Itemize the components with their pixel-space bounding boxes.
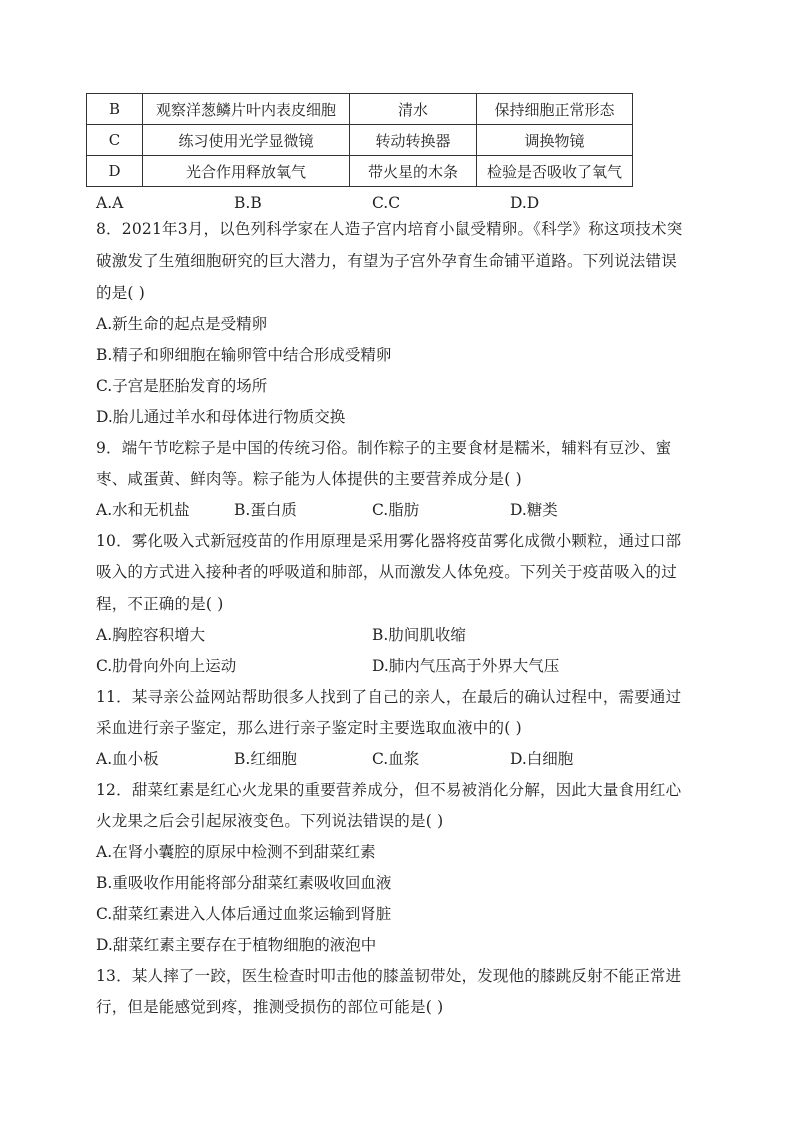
question-12-line: 12．甜菜红素是红心火龙果的重要营养成分，但不易被消化分解，因此大量食用红心 (96, 781, 682, 799)
choice-d[interactable]: D.白细胞 (510, 750, 574, 768)
choice-c[interactable]: C.脂肪 (372, 501, 420, 519)
question-8-line: 的是( ) (96, 284, 146, 302)
choice-c[interactable]: C.C (372, 194, 401, 212)
choice-a[interactable]: A.A (96, 194, 124, 212)
question-10-line: 吸入的方式进入接种者的呼吸道和肺部，从而激发人体免疫。下列关于疫苗吸入的过 (96, 563, 677, 581)
question-9-line: 9．端午节吃粽子是中国的传统习俗。制作粽子的主要食材是糯米，辅料有豆沙、蜜 (96, 439, 672, 457)
table-cell: C (87, 125, 143, 156)
table-cell: D (87, 156, 143, 187)
question-13-line: 13．某人摔了一跤，医生检查时叩击他的膝盖韧带处，发现他的膝跳反射不能正常进 (96, 967, 682, 985)
question-11-line: 11．某寻亲公益网站帮助很多人找到了自己的亲人，在最后的确认过程中，需要通过 (96, 688, 682, 706)
choice-d[interactable]: D.糖类 (510, 501, 558, 519)
question-10-line: 10．雾化吸入式新冠疫苗的作用原理是采用雾化器将疫苗雾化成微小颗粒，通过口部 (96, 532, 682, 550)
table-cell: 观察洋葱鳞片叶内表皮细胞 (143, 94, 350, 125)
table-cell: 调换物镜 (477, 125, 633, 156)
table-cell: 光合作用释放氧气 (143, 156, 350, 187)
choice-d[interactable]: D.甜菜红素主要存在于植物细胞的液泡中 (96, 936, 377, 954)
choice-b[interactable]: B.蛋白质 (234, 501, 297, 519)
choice-c[interactable]: C.子宫是胚胎发育的场所 (96, 377, 268, 395)
choice-b[interactable]: B.红细胞 (234, 750, 297, 768)
table-cell: 练习使用光学显微镜 (143, 125, 350, 156)
table-row (87, 94, 633, 125)
choice-b[interactable]: B.重吸收作用能将部分甜菜红素吸收回血液 (96, 874, 392, 892)
choice-a[interactable]: A.新生命的起点是受精卵 (96, 315, 268, 333)
choice-d[interactable]: D.胎儿通过羊水和母体进行物质交换 (96, 408, 346, 426)
question-8-line: 破激发了生殖细胞研究的巨大潜力，有望为子宫外孕育生命铺平道路。下列说法错误 (96, 252, 677, 270)
question-13-line: 行，但是能感觉到疼，推测受损伤的部位可能是( ) (96, 998, 444, 1016)
choice-c[interactable]: C.肋骨向外向上运动 (96, 657, 237, 675)
question-12-line: 火龙果之后会引起尿液变色。下列说法错误的是( ) (96, 812, 444, 830)
table-row (87, 125, 633, 156)
table-cell: B (87, 94, 143, 125)
choice-a[interactable]: A.血小板 (96, 750, 159, 768)
choice-b[interactable]: B.精子和卵细胞在输卵管中结合形成受精卵 (96, 346, 392, 364)
choice-c[interactable]: C.甜菜红素进入人体后通过血浆运输到肾脏 (96, 905, 392, 923)
choice-d[interactable]: D.肺内气压高于外界大气压 (372, 657, 560, 675)
choice-a[interactable]: A.在肾小囊腔的原尿中检测不到甜菜红素 (96, 843, 376, 861)
question-10-line: 程，不正确的是( ) (96, 595, 224, 613)
table-cell: 转动转换器 (350, 125, 477, 156)
choice-d[interactable]: D.D (510, 194, 540, 212)
choice-a[interactable]: A.水和无机盐 (96, 501, 190, 519)
table-row (87, 156, 633, 187)
experiment-table (86, 93, 633, 187)
question-8-line: 8．2021年3月，以色列科学家在人造子宫内培育小鼠受精卵。《科学》称这项技术突 (96, 220, 683, 238)
question-9-line: 枣、咸蛋黄、鲜肉等。粽子能为人体提供的主要营养成分是( ) (96, 470, 522, 488)
table-cell: 检验是否吸收了氧气 (477, 156, 633, 187)
table-cell: 保持细胞正常形态 (477, 94, 633, 125)
question-11-line: 采血进行亲子鉴定，那么进行亲子鉴定时主要选取血液中的( ) (96, 719, 522, 737)
choice-b[interactable]: B.肋间肌收缩 (372, 626, 466, 644)
choice-c[interactable]: C.血浆 (372, 750, 420, 768)
choice-a[interactable]: A.胸腔容积增大 (96, 626, 206, 644)
choice-b[interactable]: B.B (234, 194, 262, 212)
table-cell: 清水 (350, 94, 477, 125)
table-cell: 带火星的木条 (350, 156, 477, 187)
